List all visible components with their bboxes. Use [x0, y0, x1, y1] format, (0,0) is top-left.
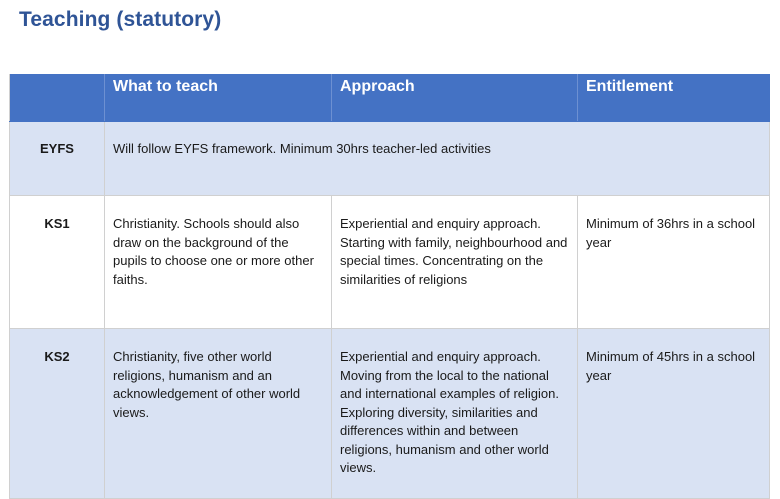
table-row-ks1	[10, 196, 770, 329]
eyfs-merged-cell: Will follow EYFS framework. Minimum 30hrs teacher-led activities	[105, 122, 770, 196]
header-approach: Approach	[332, 74, 578, 122]
page-title: Teaching (statutory)	[19, 8, 222, 31]
table-header-row	[10, 74, 770, 122]
cell-what-to-teach: Christianity. Schools should also draw on the background of the pupils to choose one or more other faiths.	[105, 196, 332, 329]
teaching-table	[9, 74, 770, 499]
table-row-eyfs	[10, 122, 770, 196]
table-row-ks2	[10, 329, 770, 499]
row-key: KS2	[10, 329, 105, 499]
header-key	[10, 74, 105, 122]
cell-approach	[332, 196, 578, 329]
row-key: KS1	[10, 196, 105, 329]
cell-what-to-teach: Christianity, five other world religions, humanism and an acknowledgement of other world views.	[105, 329, 332, 499]
cell-approach-line: similarities of religions	[340, 271, 468, 287]
row-key: EYFS	[10, 122, 105, 196]
cell-entitlement: Minimum of 36hrs in a school year	[578, 196, 770, 329]
header-entitlement: Entitlement	[578, 74, 770, 122]
cell-entitlement: Minimum of 45hrs in a school year	[578, 329, 770, 499]
cell-approach-line: Experiential and enquiry approach. Starting with family, neighbourhood and special times. Concentrating on the	[340, 216, 568, 268]
header-what-to-teach: What to teach	[105, 74, 332, 122]
cell-approach: Experiential and enquiry approach. Moving from the local to the national and international examples of religion. Exploring diversity, similarities and differences within and between religions, humanism and other world views.	[332, 329, 578, 499]
